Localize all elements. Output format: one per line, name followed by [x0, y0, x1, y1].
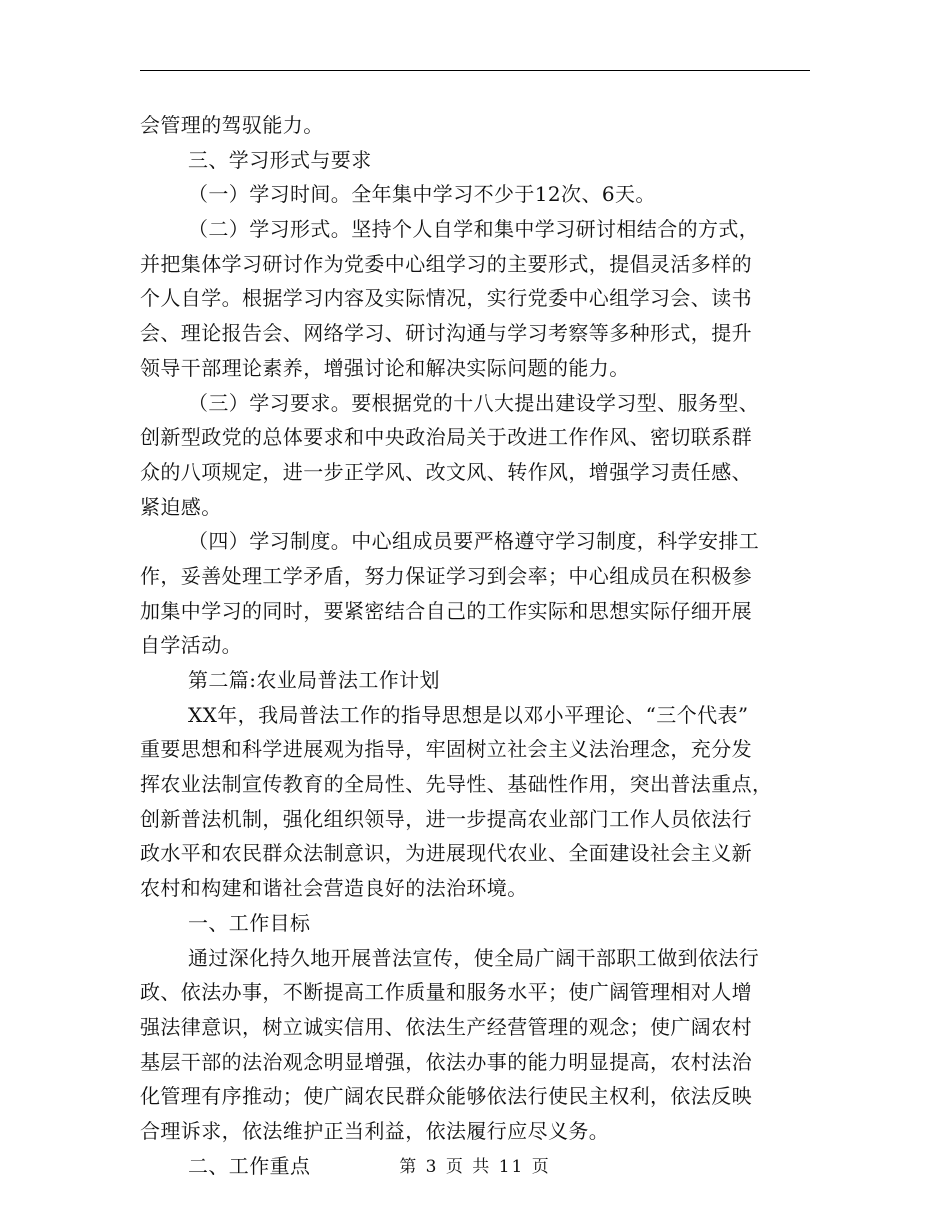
- text-line: 二、工作重点: [188, 1153, 311, 1178]
- text-line: 政、依法办事，不断提高工作质量和服务水平；使广阔管理相对人增: [140, 980, 752, 1005]
- text-line: 个人自学。根据学习内容及实际情况，实行党委中心组学习会、读书: [140, 286, 752, 311]
- text-line: XX年，我局普法工作的指导思想是以邓小平理论、“三个代表”: [188, 702, 749, 727]
- text-line: 创新型政党的总体要求和中央政治局关于改进工作作风、密切联系群: [140, 425, 752, 450]
- text-line: 紧迫感。: [140, 494, 222, 519]
- page-footer: 第 3 页 共 11 页: [399, 1157, 551, 1177]
- header-rule: [140, 70, 810, 71]
- text-line: 加集中学习的同时，要紧密结合自己的工作实际和思想实际仔细开展: [140, 598, 752, 623]
- text-line: 农村和构建和谐社会营造良好的法治环境。: [140, 876, 528, 901]
- text-line: 政水平和农民群众法制意识，为进展现代农业、全面建设社会主义新: [140, 841, 752, 866]
- text-line: （三）学习要求。要根据党的十八大提出建设学习型、服务型、: [188, 390, 760, 415]
- text-line: 作，妥善处理工学矛盾，努力保证学习到会率；中心组成员在积极参: [140, 563, 752, 588]
- text-line: 化管理有序推动；使广阔农民群众能够依法行使民主权利，依法反映: [140, 1084, 752, 1109]
- text-line: 基层干部的法治观念明显增强，依法办事的能力明显提高，农村法治: [140, 1049, 752, 1074]
- text-line: 强法律意识，树立诚实信用、依法生产经营管理的观念；使广阔农村: [140, 1014, 752, 1039]
- text-line: （二）学习形式。坚持个人自学和集中学习研讨相结合的方式，: [188, 217, 760, 242]
- text-line: 一、工作目标: [188, 910, 311, 935]
- text-line: 创新普法机制，强化组织领导，进一步提高农业部门工作人员依法行: [140, 806, 752, 831]
- text-line: 三、学习形式与要求: [188, 147, 372, 172]
- text-line: 自学活动。: [140, 633, 242, 658]
- text-line: 众的八项规定，进一步正学风、改文风、转作风，增强学习责任感、: [140, 459, 752, 484]
- text-line: 领导干部理论素养，增强讨论和解决实际问题的能力。: [140, 355, 630, 380]
- text-line: 会、理论报告会、网络学习、研讨沟通与学习考察等多种形式，提升: [140, 321, 752, 346]
- text-line: 会管理的驾驭能力。: [140, 113, 324, 137]
- text-line: 通过深化持久地开展普法宣传，使全局广阔干部职工做到依法行: [188, 945, 760, 970]
- text-line: 并把集体学习研讨作为党委中心组学习的主要形式，提倡灵活多样的: [140, 251, 752, 276]
- text-line: （一）学习时间。全年集中学习不少于12次、6天。: [188, 182, 656, 207]
- text-line: 合理诉求，依法维护正当利益，依法履行应尽义务。: [140, 1118, 610, 1143]
- text-line: 挥农业法制宣传教育的全局性、先导性、基础性作用，突出普法重点，: [140, 772, 773, 797]
- document-body: [140, 108, 810, 1183]
- text-line: 重要思想和科学进展观为指导，牢固树立社会主义法治理念，充分发: [140, 737, 752, 762]
- text-line: 第二篇:农业局普法工作计划: [188, 668, 440, 692]
- text-line: （四）学习制度。中心组成员要严格遵守学习制度，科学安排工: [188, 529, 760, 554]
